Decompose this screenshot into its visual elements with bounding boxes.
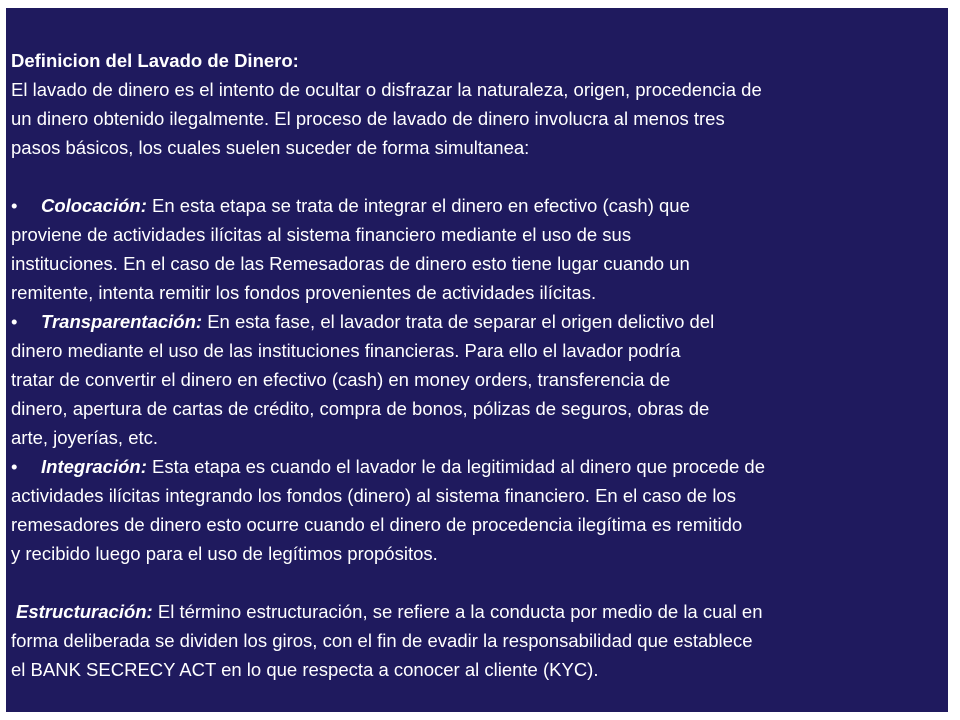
bullet-line: instituciones. En el caso de las Remesadoras de dinero esto tiene lugar cuando un: [11, 253, 690, 274]
bullet-line: remitente, intenta remitir los fondos provenientes de actividades ilícitas.: [11, 282, 597, 303]
bullet-line: proviene de actividades ilícitas al sistema financiero mediante el uso de sus: [11, 224, 632, 245]
bullet-colocacion: [11, 191, 936, 220]
bullet-integracion: [11, 452, 936, 481]
bullet-dot-icon: •: [11, 311, 18, 332]
slide-text-body: [11, 46, 936, 684]
slide-background: [6, 8, 948, 712]
bullet-line: tratar de convertir el dinero en efectivo (cash) en money orders, transferencia de: [11, 369, 671, 390]
bullet-line: y recibido luego para el uso de legítimos propósitos.: [11, 543, 438, 564]
bullet-transparentacion: [11, 307, 936, 336]
structuring-paragraph: [11, 597, 936, 626]
bullet-dot-icon: •: [11, 456, 18, 477]
structuring-text: El término estructuración, se refiere a la conducta por medio de la cual en: [152, 601, 763, 622]
bullet-line: remesadores de dinero esto ocurre cuando el dinero de procedencia ilegítima es remitido: [11, 514, 743, 535]
term-estructuracion: Estructuración:: [16, 601, 153, 622]
heading: Definicion del Lavado de Dinero:: [11, 50, 299, 71]
bullet-dot-icon: •: [11, 195, 18, 216]
bullet-line: arte, joyerías, etc.: [11, 427, 159, 448]
bullet-line: dinero, apertura de cartas de crédito, compra de bonos, pólizas de seguros, obras de: [11, 398, 710, 419]
term-colocacion: Colocación:: [41, 195, 147, 216]
term-integracion: Integración:: [41, 456, 147, 477]
bullet-line: dinero mediante el uso de las instituciones financieras. Para ello el lavador podría: [11, 340, 681, 361]
bullet-text: En esta fase, el lavador trata de separar el origen delictivo del: [202, 311, 715, 332]
spacer: [11, 568, 936, 597]
term-transparentacion: Transparentación:: [41, 311, 203, 332]
bullet-line: actividades ilícitas integrando los fondos (dinero) al sistema financiero. En el caso de los: [11, 485, 736, 506]
intro-line-2: un dinero obtenido ilegalmente. El proceso de lavado de dinero involucra al menos tres: [11, 108, 725, 129]
bullet-text: Esta etapa es cuando el lavador le da legitimidad al dinero que procede de: [146, 456, 765, 477]
intro-line-1: El lavado de dinero es el intento de ocultar o disfrazar la naturaleza, origen, procedencia de: [11, 79, 762, 100]
structuring-line: el BANK SECRECY ACT en lo que respecta a conocer al cliente (KYC).: [11, 659, 599, 680]
spacer: [11, 162, 936, 191]
intro-line-3: pasos básicos, los cuales suelen suceder de forma simultanea:: [11, 137, 530, 158]
bullet-text: En esta etapa se trata de integrar el dinero en efectivo (cash) que: [146, 195, 690, 216]
structuring-line: forma deliberada se dividen los giros, con el fin de evadir la responsabilidad que establece: [11, 630, 753, 651]
